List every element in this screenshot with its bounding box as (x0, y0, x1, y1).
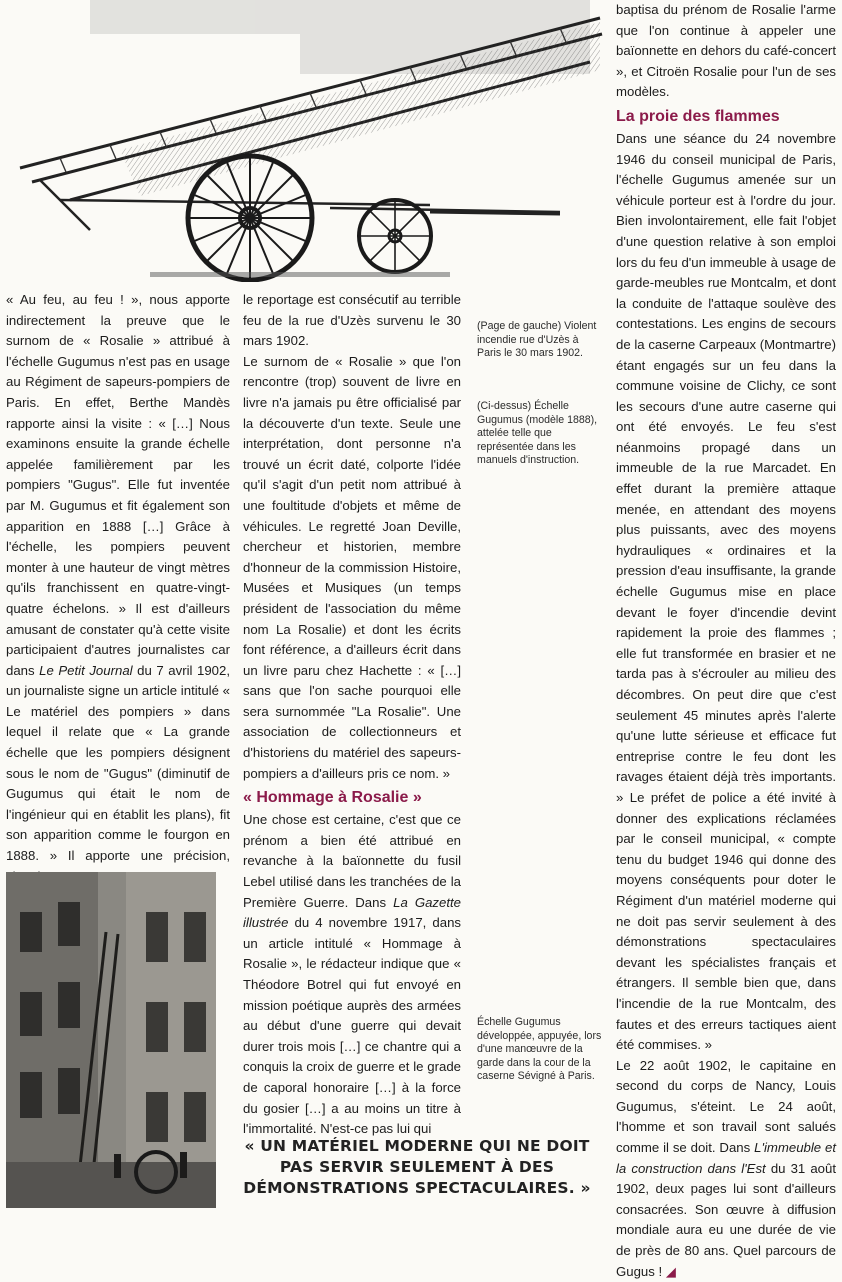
caption-echelle-1888: (Ci-dessus) Échelle Gugumus (modèle 1888), attelée telle que représentée dans les manuels d'instruction. (477, 400, 598, 467)
end-mark-icon: ◢ (665, 1263, 677, 1279)
article-column-3 (616, 0, 836, 1282)
ladder-carriage-engraving (0, 0, 604, 282)
pull-quote: « UN MATÉRIEL MODERNE QUI NE DOIT PAS SERVIR SEULEMENT À DES DÉMONSTRATIONS SPECTACULAIRES. » (243, 1137, 591, 1197)
engraving-svg (0, 0, 604, 282)
column2-paragraph-2: Le surnom de « Rosalie » que l'on rencontre (trop) souvent de livre en livre n'a jamais pu être officialisé par la découverte d'un texte. Seule une interprétation, dont personne n'a trouvé un écrit daté, colporte l'idée qu'il s'agit d'un petit nom attribué à une foultitude d'objets et même de véhicules. Le regretté Joan Deville, chercheur et historien, membre d'honneur de la commission Histoire, Musées et Musiques (un temps président de l'association du même nom La Rosalie) et dont les écrits font référence, a d'ailleurs écrit dans un livre paru chez Hachette : « […] sans que l'on sache pourquoi elle sera surnommée "La Rosalie". Une association de collectionneurs et d'historiens du matériel des sapeurs-pompiers a d'ailleurs pris ce nom. » (243, 353, 461, 781)
section-heading-hommage: « Hommage à Rosalie » (243, 789, 422, 807)
section-heading-proie: La proie des flammes (616, 107, 780, 125)
column3-paragraph-2: Dans une séance du 24 novembre 1946 du conseil municipal de Paris, l'échelle Gugumus amenée sur un véhicule porteur est à l'ordre du jour. Bien involontairement, elle fait l'objet d'une question relative à son emploi lors du feu d'un immeuble à usage de garde-meubles rue Montcalm, et dont la conduite de l'attaque soulève des contestations. Les engins de secours de la caserne Carpeaux (Montmartre) étant engagés sur un feu dans la commune voisine de Clichy, ce sont les secours d'une autre caserne qui ont été envoyés. Le feu s'est néanmoins propagé dans un immeuble de la rue Marcadet. En effet durant la première attaque menée, en attendant des moyens plus puissants, avec des moyens hydrauliques « ordinaires et la pression d'eau insuffisante, la grande échelle Gugumus mise en place devant le foyer d'incendie devint rapidement la proie des flammes ; elle fut transformée en brasier et ne tarda pas à s'écrouler au milieu des décombres. On peut dire que c'est seulement 45 minutes après l'alerte qu'une lutte sérieuse et efficace fut entreprise contre le feu dont les ravages étaient déjà très importants. » Le préfet de police a été invité à donner des explications réclamées par le conseil municipal, « compte tenu du budget 1946 qui donne des moyens conséquents pour doter le Régiment d'un matériel moderne qui ne doit pas servir seulement à des démonstrations spectaculaires devant les spécialistes français et étrangers. Il semble bien que, dans l'incendie de la rue Montcalm, des fautes et des erreurs tactiques aient été commises. » (616, 130, 836, 1053)
column2-paragraph-3: Une chose est certaine, c'est que ce prénom a bien été attribué en revanche à la baïonnette du fusil Lebel utilisé dans les tranchées de la Première Guerre. Dans La Gazette illustrée du 4 novembre 1917, dans un article intitulé « Hommage à Rosalie », le rédacteur indique que « Théodore Botrel qui fut envoyé en mission poétique auprès des armées au début d'une guerre qui devait durer trois mois […] ce chantre qui a conquis la croix de guerre et le grade de caporal honoraire […] à la force du gosier […] a au moins un titre à l'immortalité. N'est-ce pas lui qui (243, 812, 461, 1137)
photo-svg (6, 872, 216, 1208)
column2-paragraph-1: le reportage est consécutif au terrible feu de la rue d'Uzès survenu le 30 mars 1902. (243, 292, 461, 349)
article-column-1 (6, 290, 230, 887)
article-column-2 (243, 290, 461, 1140)
caption-manoeuvre-sevigne: Échelle Gugumus développée, appuyée, lors d'une manœuvre de la garde dans la cour de la caserne Sévigné à Paris. (477, 1016, 602, 1083)
column1-paragraph: « Au feu, au feu ! », nous apporte indirectement la preuve que le surnom de « Rosalie » attribué à l'échelle Gugumus n'est pas en usage au Régiment de sapeurs-pompiers de Paris. En effet, Berthe Mandès rapporte ainsi la visite : « […] Nous examinons ensuite la grande échelle appelée familièrement par les pompiers "Gugus". Elle fut inventée par M. Gugumus et fit également son apparition en 1888 […] Grâce à l'échelle, les pompiers peuvent monter à une hauteur de vingt mètres qu'ils franchissent en quatre-vingt-quatre échelons. » Il est d'ailleurs amusant de constater qu'à cette visite participaient d'autres journalistes car dans Le Petit Journal du 7 avril 1902, un journaliste signe un article intitulé « Le matériel des pompiers » dans lequel il relate que « La grande échelle que les pompiers désignent sous le nom de "Gugus" (diminutif de Gugumus qui était le nom de l'ingénieur qui en établit les plans), fit son apparition comme le fourgon en 1888. » Il apporte une précision, (6, 292, 231, 864)
column3-paragraph-1: baptisa du prénom de Rosalie l'arme que l'on continue à appeler une baïonnette en dehors du café-concert », et Citroën Rosalie pour l'un de ses modèles. (616, 2, 836, 100)
caption-rue-uzes: (Page de gauche) Violent incendie rue d'Uzès à Paris le 30 mars 1902. (477, 320, 597, 360)
courtyard-ladder-photo (6, 872, 216, 1208)
column3-paragraph-3: Le 22 août 1902, le capitaine en second du corps de Nancy, Louis Gugumus, s'éteint. Le 24 août, l'homme et son travail sont salués comme il se doit. Dans L'immeuble et la construction dans l'Est du 31 août 1902, deux pages lui sont d'ailleurs consacrées. Son œuvre à diffusion mondiale aura eu une durée de vie de près de 80 ans. Quel parcours de Gugus ! ◢ (616, 1057, 836, 1279)
